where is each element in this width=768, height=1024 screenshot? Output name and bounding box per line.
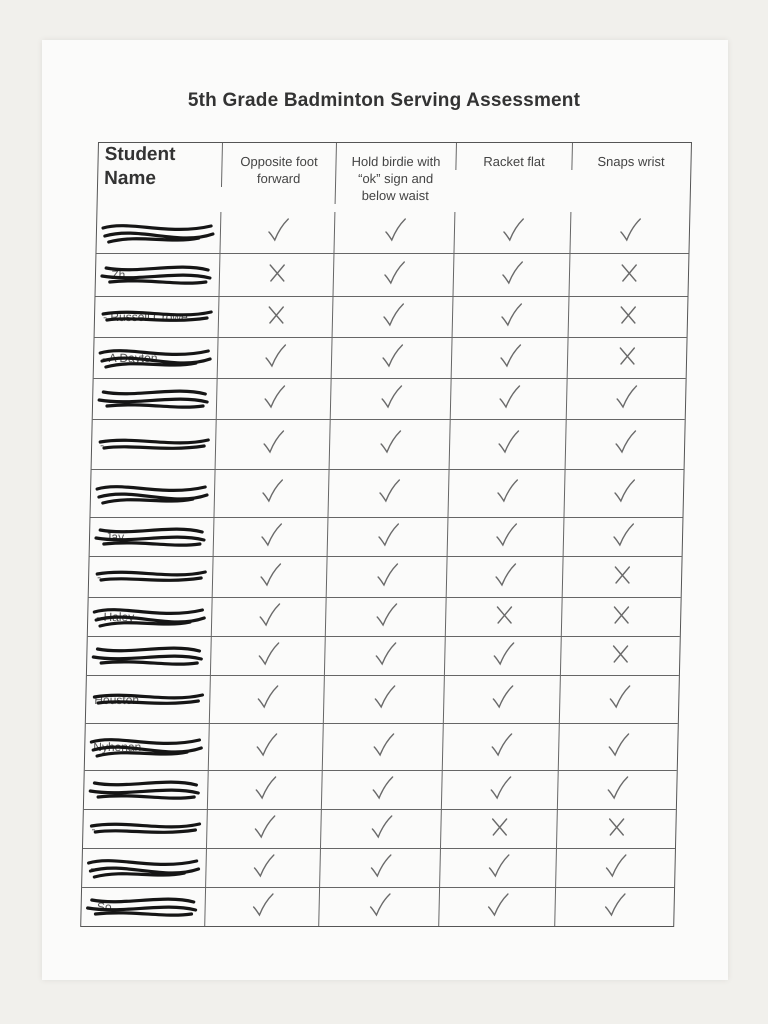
score-cell [439,849,556,887]
student-name: - So [89,900,112,914]
score-cell [568,297,687,337]
check-mark-icon [499,217,526,248]
student-name-cell [95,297,219,337]
score-cell [451,338,568,378]
student-name-cell [94,338,218,378]
score-cell [318,888,439,926]
score-cell [563,518,682,556]
score-cell [215,420,330,469]
score-cell [442,724,559,770]
redaction-scribble [84,851,203,885]
assessment-table [80,142,692,927]
score-cell [441,771,558,809]
score-cell [440,810,557,848]
score-cell [327,518,448,556]
score-cell [555,849,674,887]
score-cell [567,338,686,378]
check-mark-icon [256,562,283,593]
score-cell [452,297,569,337]
table-row [87,636,680,675]
check-mark-icon [260,384,287,415]
score-cell [558,724,677,770]
check-mark-icon [371,641,398,672]
score-cell [219,254,334,296]
check-mark-icon [377,384,404,415]
table-row [82,848,675,887]
student-name: - A Dayton [101,351,158,365]
check-mark-icon [497,302,524,333]
student-name-cell [96,254,220,296]
check-mark-icon [603,775,630,806]
redaction-scribble [94,428,213,462]
student-name: - [92,783,97,797]
check-mark-icon [367,853,394,884]
check-mark-icon [601,892,628,923]
score-cell [332,297,453,337]
table-row [88,597,681,636]
x-mark-icon [607,602,634,633]
student-name: - [95,649,100,663]
check-mark-icon [605,684,632,715]
table-row [93,378,686,419]
score-cell [438,888,555,926]
score-cell [212,557,327,597]
score-cell [443,676,560,723]
check-mark-icon [604,732,631,763]
check-mark-icon [249,892,276,923]
check-mark-icon [485,853,512,884]
check-mark-icon [379,302,406,333]
check-mark-icon [368,775,395,806]
table-row [92,419,685,469]
student-name: - [96,570,102,584]
check-mark-icon [376,429,403,460]
score-cell [450,379,567,419]
check-mark-icon [368,814,395,845]
check-mark-icon [493,478,520,509]
score-cell [209,676,324,723]
check-mark-icon [254,641,281,672]
check-mark-icon [370,684,397,715]
check-mark-icon [374,522,401,553]
score-cell [446,557,563,597]
score-cell [554,888,673,926]
x-mark-icon [263,260,290,291]
score-cell [453,212,570,253]
student-name-cell [92,420,216,469]
score-cell [447,470,564,517]
x-mark-icon [486,814,513,845]
x-mark-icon [262,302,289,333]
score-cell [324,637,445,675]
score-cell [565,420,684,469]
score-cell [559,676,678,723]
student-name-cell [84,771,208,809]
check-mark-icon [487,732,514,763]
score-cell [557,771,676,809]
student-name-cell [85,724,209,770]
score-cell [323,676,444,723]
header-snaps-wrist: Snaps wrist [597,154,665,169]
check-mark-icon [372,602,399,633]
score-cell [211,598,326,636]
score-cell [218,297,333,337]
score-cell [321,771,442,809]
check-mark-icon [261,343,288,374]
score-cell [219,212,334,253]
check-mark-icon [258,478,285,509]
score-cell [326,557,447,597]
redaction-scribble [91,560,210,594]
score-cell [447,518,564,556]
check-mark-icon [495,384,522,415]
score-cell [561,598,680,636]
student-name: - [101,392,106,406]
redaction-scribble [99,216,218,250]
score-cell [563,470,682,517]
score-cell [569,212,688,253]
student-name: Nyhenan [93,740,142,754]
student-name: Houston [94,692,140,707]
check-mark-icon [616,217,643,248]
table-row [94,337,687,378]
student-name-cell [93,379,217,419]
score-cell [444,637,561,675]
score-cell [216,379,331,419]
student-name-cell [89,557,213,597]
student-name-cell [87,637,211,675]
score-cell [566,379,685,419]
student-name: - Zh [103,268,126,282]
check-mark-icon [602,853,629,884]
table-row [95,296,688,337]
x-mark-icon [490,602,517,633]
student-name-cell [90,518,214,556]
score-cell [217,338,332,378]
x-mark-icon [613,343,640,374]
check-mark-icon [609,522,636,553]
score-cell [322,724,443,770]
check-mark-icon [252,732,279,763]
check-mark-icon [264,217,291,248]
score-cell [325,598,446,636]
score-cell [445,598,562,636]
check-mark-icon [375,478,402,509]
check-mark-icon [255,602,282,633]
header-student-name: Student Name [103,144,176,189]
student-name: - Russell Crowe [102,310,188,324]
x-mark-icon [606,641,633,672]
score-cell [208,724,323,770]
student-name-cell [82,849,206,887]
table-row [81,887,674,926]
check-mark-icon [612,384,639,415]
check-mark-icon [492,522,519,553]
x-mark-icon [614,302,641,333]
check-mark-icon [253,684,280,715]
check-mark-icon [611,429,638,460]
check-mark-icon [250,853,277,884]
table-row [84,770,677,809]
score-cell [206,810,321,848]
check-mark-icon [491,562,518,593]
x-mark-icon [615,260,642,291]
check-mark-icon [494,429,521,460]
table-row [96,212,689,253]
table-row [86,675,679,723]
header-hold-birdie: Hold birdie with “ok” sign and below waist [351,154,441,203]
student-name: - Haley [96,610,135,624]
table-row [90,517,683,556]
student-name: - [91,822,96,836]
score-cell [205,849,320,887]
score-cell [213,518,328,556]
check-mark-icon [369,732,396,763]
student-name-cell [90,470,214,517]
score-cell [330,379,451,419]
check-mark-icon [251,775,278,806]
score-cell [449,420,566,469]
check-mark-icon [257,522,284,553]
score-cell [320,810,441,848]
student-name-cell [88,598,212,636]
score-cell [204,888,319,926]
check-mark-icon [489,641,516,672]
student-name-cell [83,810,207,848]
check-mark-icon [486,775,513,806]
score-cell [333,254,454,296]
score-cell [210,637,325,675]
score-cell [319,849,440,887]
header-racket-flat: Racket flat [483,154,545,169]
score-cell [556,810,675,848]
redaction-scribble [86,773,205,807]
score-cell [329,420,450,469]
score-cell [560,637,679,675]
score-cell [213,470,328,517]
table-row [96,253,689,296]
score-cell [453,254,570,296]
check-mark-icon [488,684,515,715]
table-row [85,723,678,770]
student-name-cell [96,212,220,253]
score-cell [569,254,688,296]
check-mark-icon [378,343,405,374]
check-mark-icon [380,260,407,291]
student-name-cell [81,888,205,926]
score-cell [327,470,448,517]
score-cell [333,212,454,253]
check-mark-icon [366,892,393,923]
check-mark-icon [381,217,408,248]
student-name: - [90,861,95,875]
student-name: - Jay [97,530,125,544]
score-cell [207,771,322,809]
check-mark-icon [259,429,286,460]
x-mark-icon [608,562,635,593]
table-row [89,556,682,597]
check-mark-icon [610,478,637,509]
table-row [83,809,676,848]
score-cell [562,557,681,597]
check-mark-icon [484,892,511,923]
check-mark-icon [373,562,400,593]
redaction-scribble [95,382,214,416]
check-mark-icon [498,260,525,291]
redaction-scribble [89,639,208,673]
x-mark-icon [603,814,630,845]
table-header-row [97,143,691,212]
redaction-scribble [85,812,204,846]
redaction-scribble [93,477,212,511]
check-mark-icon [251,814,278,845]
check-mark-icon [496,343,523,374]
score-cell [331,338,452,378]
student-name-cell [86,676,210,723]
table-row [90,469,683,517]
student-name: - [99,437,105,452]
header-opposite-foot: Opposite foot forward [240,154,318,186]
page-title: 5th Grade Badminton Serving Assessment [187,90,581,111]
